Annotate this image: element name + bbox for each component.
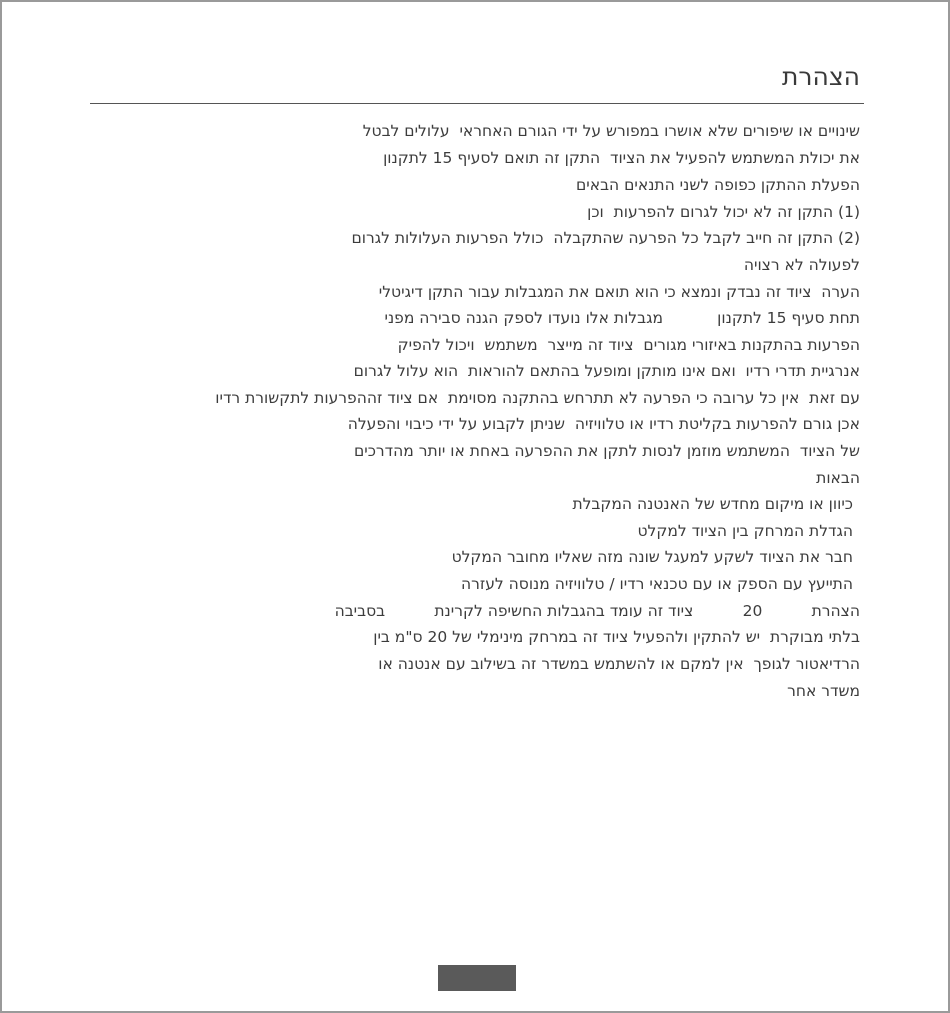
paragraph-line: (2) התקן זה חייב לקבל כל הפרעה שהתקבלה כולל הפרעות העלולות לגרום bbox=[351, 229, 860, 247]
paragraph-line: אכן גורם להפרעות בקליטת רדיו או טלוויזיה שניתן לקבוע על ידי כיבוי והפעלה bbox=[347, 415, 860, 433]
paragraph-line: (1) התקן זה לא יכול לגרום להפרעות וכן bbox=[587, 203, 860, 221]
paragraph-line: שינויים או שיפורים שלא אושרו במפורש על ידי הגורם האחראי עלולים לבטל bbox=[362, 122, 860, 140]
paragraph-line: של הציוד המשתמש מוזמן לנסות לתקן את ההפרעה באחת או יותר מהדרכים bbox=[353, 442, 860, 460]
radiation-statement-line: הרדיאטור לגופך אין למקם או להשתמש במשדר זה בשילוב עם אנטנה או bbox=[378, 655, 860, 673]
paragraph-line: תחת סעיף 15 לתקנון מגבלות אלו נועדו לספק הגנה סבירה מפני bbox=[384, 309, 860, 327]
paragraph-line: הפרעות בהתקנות באיזורי מגורים ציוד זה מייצר משתמש ויכול להפיק bbox=[397, 336, 860, 354]
title-divider bbox=[90, 103, 864, 104]
radiation-statement-line: הצהרת 20 ציוד זה עומד בהגבלות החשיפה לקרינת בסביבה bbox=[334, 602, 860, 620]
paragraph-line: אנרגיית תדרי רדיו ואם אינו מותקן ומופעל בהתאם להוראות הוא עלול לגרום bbox=[353, 362, 860, 380]
paragraph-line: עם זאת אין כל ערובה כי הפרעה לא תתרחש בהתקנה מסוימת אם ציוד זההפרעות לתקשורת רדיו bbox=[215, 389, 860, 407]
paragraph-line: הפעלת ההתקן כפופה לשני התנאים הבאים bbox=[575, 176, 860, 194]
paragraph-line: את יכולת המשתמש להפעיל את הציוד התקן זה תואם לסעיף 15 לתקנון bbox=[383, 149, 860, 167]
page-footer-tab bbox=[438, 965, 516, 991]
page-title: הצהרת bbox=[781, 62, 860, 91]
measure-item: חבר את הציוד לשקע למעגל שונה מזה שאליו מחובר המקלט bbox=[451, 548, 853, 566]
measure-item: התייעץ עם הספק או עם טכנאי רדיו / טלוויזיה מנוסה לעזרה bbox=[460, 575, 853, 593]
radiation-statement-line: משדר אחר bbox=[787, 682, 860, 700]
paragraph-line: הערה ציוד זה נבדק ונמצא כי הוא תואם את המגבלות עבור התקן דיגיטלי bbox=[378, 283, 860, 301]
radiation-statement-line: בלתי מבוקרת יש להתקין ולהפעיל ציוד זה במרחק מינימלי של 20 ס"מ בין bbox=[373, 628, 860, 646]
measure-item: כיוון או מיקום מחדש של האנטנה המקבלת bbox=[572, 495, 853, 513]
paragraph-line: לפעולה לא רצויה bbox=[743, 256, 860, 274]
measure-item: הגדלת המרחק בין הציוד למקלט bbox=[637, 522, 853, 540]
paragraph-line: הבאות bbox=[816, 469, 860, 487]
